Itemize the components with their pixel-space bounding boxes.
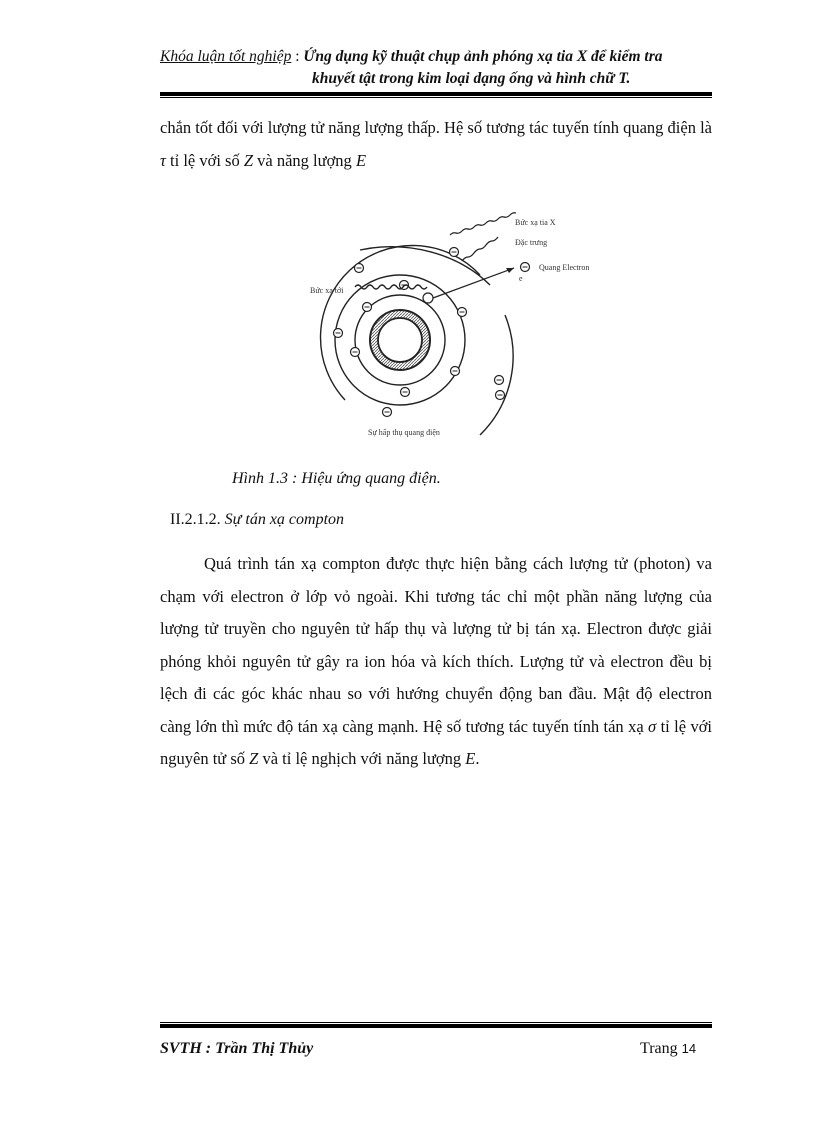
para1-tau-symbol: τ <box>160 150 166 170</box>
label-xray: Bức xạ tia X <box>515 218 556 227</box>
para2-z-symbol: Z <box>249 749 259 768</box>
vacancy-circle <box>423 293 433 303</box>
para1-text3: và năng lượng <box>253 150 356 170</box>
para2-text4: . <box>475 749 480 768</box>
photoelectron-symbol <box>521 263 530 272</box>
electron <box>495 376 504 385</box>
photoelectron-track <box>433 268 514 298</box>
header-title-line1: Ứng dụng kỹ thuật chụp ảnh phóng xạ tia X để kiểm tra <box>303 48 663 65</box>
characteristic-wave <box>462 237 498 261</box>
label-characteristic: Đặc trưng <box>515 238 548 247</box>
electron <box>458 308 467 317</box>
page-label: Trang <box>640 1040 678 1057</box>
incident-wave <box>355 285 427 289</box>
electron <box>351 348 360 357</box>
label-incident: Bức xạ tới <box>310 286 344 295</box>
para2-text2: tỉ lệ với nguyên tử số <box>160 716 713 768</box>
electron <box>496 391 505 400</box>
subsection-title: Sự tán xạ compton <box>224 511 345 528</box>
electron <box>355 264 364 273</box>
electron <box>451 367 460 376</box>
header-title-line2: khuyết tật trong kim loại dạng ống và hình chữ T. <box>312 70 631 87</box>
subsection-heading <box>170 511 344 529</box>
footer-author: SVTH : Trần Thị Thủy <box>160 1040 314 1057</box>
shell-right-arc <box>480 315 513 435</box>
paragraph-compton <box>160 548 712 776</box>
label-absorption: Sự hấp thụ quang điện <box>368 428 440 437</box>
xray-wave <box>450 213 516 235</box>
header-lead: Khóa luận tốt nghiệp <box>160 48 292 65</box>
header-separator: : <box>291 48 304 65</box>
page-header <box>160 46 712 90</box>
nucleus-core <box>378 318 422 362</box>
electron <box>363 303 372 312</box>
electron <box>334 329 343 338</box>
electron-symbol-e: e <box>519 274 523 283</box>
atom-diagram-svg <box>300 205 620 445</box>
electron <box>450 248 459 257</box>
figure-caption: Hình 1.3 : Hiệu ứng quang điện. <box>232 470 441 487</box>
photoelectric-diagram <box>300 205 620 445</box>
paragraph-photoelectric <box>160 112 712 177</box>
label-photoelectron: Quang Electron <box>539 263 590 272</box>
para1-e-symbol: E <box>355 150 367 170</box>
footer-rule <box>160 1022 712 1028</box>
para2-text3: và tỉ lệ nghịch với năng lượng <box>258 749 466 768</box>
para1-text2: tỉ lệ với số <box>165 150 244 170</box>
para1-text1: chắn tốt đối với lượng tử năng lượng thấp. Hệ số tương tác tuyến tính quang điện là <box>160 118 712 137</box>
para2-text1: Quá trình tán xạ compton được thực hiện bằng cách lượng tử (photon) va chạm với electron ở lớp vỏ ngoài. Khi tương tác chỉ một phần năng lượng của lượng tử truyền cho nguyên tử hấp thụ và lượng tử bị tán xạ. Electron được giải phóng khỏi nguyên tử gây ra ion hóa và kích thích. Lượng tử và electron đều bị lệch đi các góc khác nhau so với hướng chuyển động ban đầu. Mật độ electron càng lớn thì mức độ tán xạ càng mạnh. Hệ số tương tác tuyến tính tán xạ <box>160 554 712 736</box>
para2-e-symbol: E <box>465 749 476 768</box>
footer-page <box>640 1040 696 1058</box>
electron <box>401 388 410 397</box>
header-rule <box>160 92 712 98</box>
electron <box>383 408 392 417</box>
page-number: 14 <box>681 1041 697 1056</box>
para1-z-symbol: Z <box>243 150 254 170</box>
subsection-number: II.2.1.2. <box>170 511 221 528</box>
para2-sigma-symbol: σ <box>648 716 657 736</box>
